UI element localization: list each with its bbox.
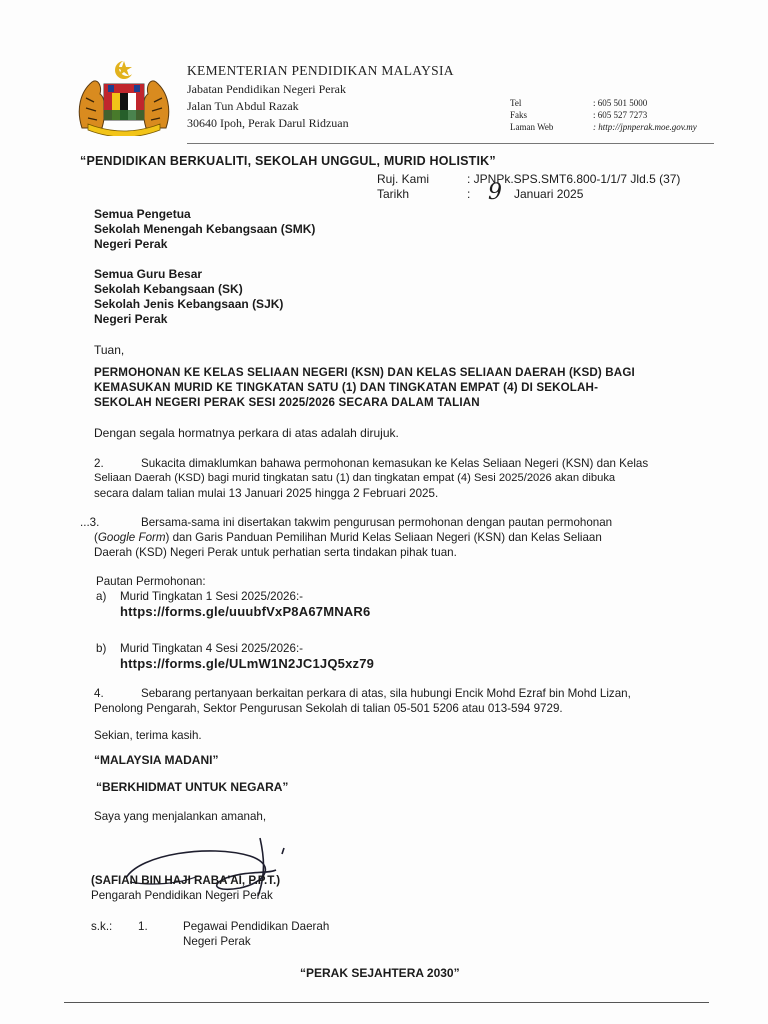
google-form-italic: Google Form <box>97 531 166 544</box>
links-heading: Pautan Permohonan: <box>96 575 206 588</box>
recipient-line: Sekolah Kebangsaan (SK) <box>94 282 243 296</box>
web-label: Laman Web <box>510 122 554 132</box>
tel-label: Tel <box>510 98 522 108</box>
salutation: Tuan, <box>94 343 125 357</box>
link-b-marker: b) <box>96 642 107 655</box>
address-city: 30640 Ipoh, Perak Darul Ridzuan <box>187 116 349 130</box>
para3-number: ...3. <box>80 516 100 529</box>
cc-number: 1. <box>138 920 148 933</box>
link-b-url[interactable]: https://forms.gle/ULmW1N2JC1JQ5xz79 <box>120 656 375 671</box>
signatory-name: (SAFIAN BIN HAJI RABA'AI, P.P.T.) <box>91 874 281 887</box>
para4-line2: Penolong Pengarah, Sektor Pengurusan Sekolah di talian 05-501 5206 atau 013-594 9729. <box>94 702 563 715</box>
slogan-malaysia-madani: “MALAYSIA MADANI” <box>94 753 219 767</box>
para4-number: 4. <box>94 687 104 700</box>
cc-line1: Pegawai Pendidikan Daerah <box>183 920 330 933</box>
para3-line2: (Google Form) dan Garis Panduan Pemilihan Murid Kelas Seliaan Negeri (KSN) dan Kelas Seliaan <box>94 531 602 544</box>
department-name: Jabatan Pendidikan Negeri Perak <box>187 82 346 96</box>
recipient-block-1 <box>94 207 315 252</box>
cc-line2: Negeri Perak <box>183 935 251 948</box>
date-rest: Januari 2025 <box>514 187 584 201</box>
motto: “PENDIDIKAN BERKUALITI, SEKOLAH UNGGUL, MURID HOLISTIK” <box>80 154 496 168</box>
link-a-url[interactable]: https://forms.gle/uuubfVxP8A67MNAR6 <box>120 604 371 619</box>
subject-line: PERMOHONAN KE KELAS SELIAAN NEGERI (KSN) DAN KELAS SELIAAN DAERAH (KSD) BAGI <box>94 366 635 379</box>
subject-line: KEMASUKAN MURID KE TINGKATAN SATU (1) DAN TINGKATAN EMPAT (4) DI SEKOLAH- <box>94 381 599 394</box>
coat-of-arms-logo <box>72 58 176 136</box>
recipient-line: Negeri Perak <box>94 312 168 326</box>
para3-line1: Bersama-sama ini disertakan takwim pengurusan permohonan dengan pautan permohonan <box>141 516 613 529</box>
date-label: Tarikh <box>377 187 410 201</box>
date-day-handwritten: 9 <box>488 180 502 205</box>
recipient-line: Negeri Perak <box>94 237 168 251</box>
para2-line3: secara dalam talian mulai 13 Januari 2025 hingga 2 Februari 2025. <box>94 487 439 500</box>
recipient-line: Sekolah Jenis Kebangsaan (SJK) <box>94 297 284 311</box>
signatory-title: Pengarah Pendidikan Negeri Perak <box>91 889 273 902</box>
web-value[interactable]: : http://jpnperak.moe.gov.my <box>593 122 697 132</box>
subject <box>94 365 635 410</box>
ref-label: Ruj. Kami <box>377 172 430 186</box>
address-street: Jalan Tun Abdul Razak <box>187 99 299 113</box>
footer-slogan: “PERAK SEJAHTERA 2030” <box>300 966 460 980</box>
cc-label: s.k.: <box>91 920 113 933</box>
para2-line1: Sukacita dimaklumkan bahawa permohonan kemasukan ke Kelas Seliaan Negeri (KSN) dan Kelas <box>141 457 649 470</box>
fax-label: Faks <box>510 110 528 120</box>
slogan-berkhidmat: “BERKHIDMAT UNTUK NEGARA” <box>96 780 289 794</box>
link-a-label: Murid Tingkatan 1 Sesi 2025/2026:- <box>120 590 304 603</box>
fax-value: : 605 527 7273 <box>593 110 648 120</box>
recipient-line: Semua Guru Besar <box>94 267 203 281</box>
footer-divider <box>64 1002 709 1003</box>
letterhead-divider <box>187 143 714 144</box>
para4-line1: Sebarang pertanyaan berkaitan perkara di atas, sila hubungi Encik Mohd Ezraf bin Mohd Lizan, <box>141 687 631 700</box>
trust-line: Saya yang menjalankan amanah, <box>94 810 267 823</box>
subject-line: SEKOLAH NEGERI PERAK SESI 2025/2026 SECARA DALAM TALIAN <box>94 396 480 409</box>
ministry-name: KEMENTERIAN PENDIDIKAN MALAYSIA <box>187 63 454 78</box>
recipient-line: Semua Pengetua <box>94 207 191 221</box>
date-colon: : <box>467 187 471 201</box>
opening-line: Dengan segala hormatnya perkara di atas adalah dirujuk. <box>94 426 399 440</box>
closing-line: Sekian, terima kasih. <box>94 729 202 742</box>
para2-number: 2. <box>94 457 104 470</box>
ref-value: : JPNPk.SPS.SMT6.800-1/1/7 Jld.5 (37) <box>467 172 681 186</box>
link-a-marker: a) <box>96 590 107 603</box>
recipient-block-2 <box>94 267 283 327</box>
para3-line3: Daerah (KSD) Negeri Perak untuk perhatian serta tindakan pihak tuan. <box>94 546 457 559</box>
para3-line2-rest: ) dan Garis Panduan Pemilihan Murid Kelas Seliaan Negeri (KSN) dan Kelas Seliaan <box>165 531 602 544</box>
link-b-label: Murid Tingkatan 4 Sesi 2025/2026:- <box>120 642 304 655</box>
recipient-line: Sekolah Menengah Kebangsaan (SMK) <box>94 222 316 236</box>
tel-value: : 605 501 5000 <box>593 98 648 108</box>
para2-line2: Seliaan Daerah (KSD) bagi murid tingkatan satu (1) dan tingkatan empat (4) Sesi 2025/2026 akan dibuka <box>94 472 616 484</box>
